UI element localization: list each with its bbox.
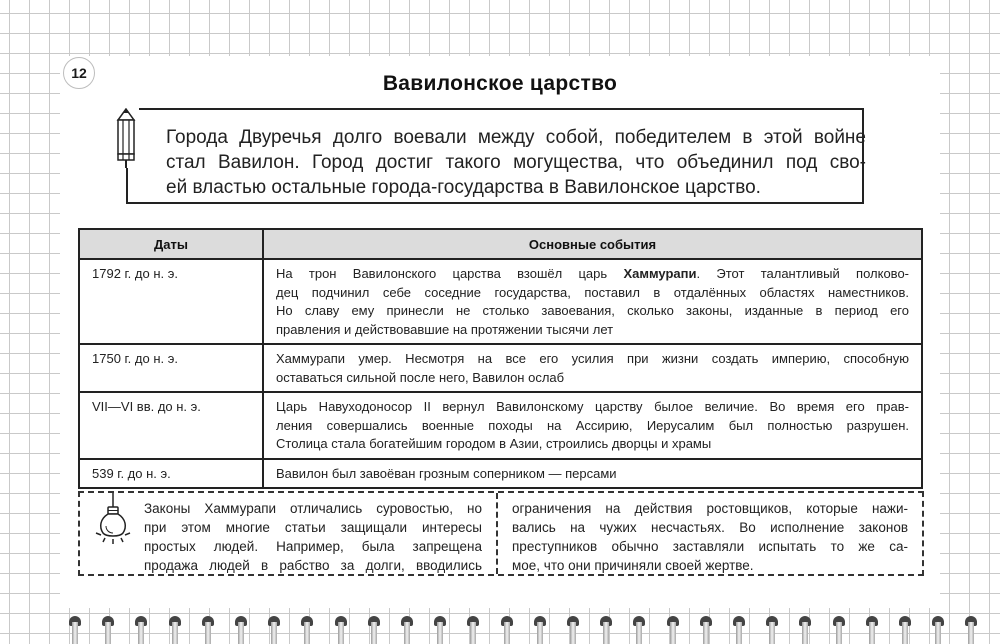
spiral-ring-icon bbox=[367, 610, 381, 644]
spiral-ring-icon bbox=[168, 610, 182, 644]
page-title: Вавилонское царство bbox=[382, 72, 618, 95]
spiral-ring-icon bbox=[832, 610, 846, 644]
intro-line: ей властью остальные города-государства в Вавилонское царство. bbox=[166, 177, 761, 198]
page-number: 12 bbox=[63, 57, 95, 89]
event-line: Царь Навуходоносор II вернул Вавилонскому царству былое величие. Во время его прав- bbox=[276, 399, 909, 414]
spiral-ring-icon bbox=[666, 610, 680, 644]
note-line: простых людей. Например, была запрещена bbox=[144, 539, 482, 554]
event-line: правления и действовавшие на протяжении тысячи лет bbox=[276, 321, 614, 337]
spiral-ring-icon bbox=[101, 610, 115, 644]
note-line: при этом многие статьи защищали интересы bbox=[144, 520, 482, 535]
table-row bbox=[79, 392, 922, 459]
table-row bbox=[79, 259, 922, 344]
spiral-ring-icon bbox=[699, 610, 713, 644]
event-line bbox=[276, 265, 909, 284]
spiral-ring-icon bbox=[964, 610, 978, 644]
column-header-dates: Даты bbox=[79, 229, 263, 259]
table-header-row bbox=[79, 229, 922, 259]
spiral-ring-icon bbox=[599, 610, 613, 644]
event-cell bbox=[263, 259, 922, 344]
lightbulb-icon bbox=[90, 493, 136, 557]
fact-note-box bbox=[78, 491, 924, 576]
spiral-ring-icon bbox=[632, 610, 646, 644]
spiral-ring-icon bbox=[68, 610, 82, 644]
event-line: ления совершались военные походы на Ассирию, Иерусалим был полностью разрушен. bbox=[276, 417, 909, 433]
event-highlight-name: Хаммурапи bbox=[623, 266, 697, 281]
date-cell: 1750 г. до н. э. bbox=[79, 344, 263, 392]
event-cell bbox=[263, 459, 922, 489]
note-line: ограничения на действия ростовщиков, которые нажи- bbox=[512, 501, 908, 516]
spiral-ring-icon bbox=[765, 610, 779, 644]
spiral-ring-icon bbox=[500, 610, 514, 644]
note-divider bbox=[496, 493, 498, 574]
note-line: продажа людей в рабство за долги, вводились bbox=[144, 558, 482, 573]
spiral-ring-icon bbox=[732, 610, 746, 644]
spiral-ring-icon bbox=[234, 610, 248, 644]
spiral-ring-icon bbox=[433, 610, 447, 644]
spiral-ring-icon bbox=[898, 610, 912, 644]
event-cell bbox=[263, 392, 922, 459]
events-table bbox=[78, 228, 923, 489]
table-row bbox=[79, 344, 922, 392]
intro-text bbox=[166, 125, 866, 200]
spiral-ring-icon bbox=[865, 610, 879, 644]
spiral-ring-icon bbox=[300, 610, 314, 644]
note-line: вались на чужих несчастьях. Во исполнение законов bbox=[512, 520, 908, 535]
spiral-ring-icon bbox=[798, 610, 812, 644]
note-left-column bbox=[144, 499, 482, 575]
intro-line: стал Вавилон. Город достиг такого могущества, что объединил под сво- bbox=[166, 152, 866, 173]
column-header-events: Основные события bbox=[263, 229, 922, 259]
event-line: Вавилон был завоёван грозным соперником — персами bbox=[276, 465, 617, 481]
pencil-icon bbox=[113, 108, 139, 168]
note-line: Законы Хаммурапи отличались суровостью, но bbox=[144, 501, 482, 516]
event-text: . Этот талантливый полково- bbox=[696, 266, 909, 281]
date-cell: 539 г. до н. э. bbox=[79, 459, 263, 489]
event-line: Столица стала богатейшим городом в Азии, строились дворцы и храмы bbox=[276, 436, 712, 451]
event-line: Хаммурапи умер. Несмотря на все его усилия при жизни создать империю, способную bbox=[276, 351, 909, 366]
date-cell: 1792 г. до н. э. bbox=[79, 259, 263, 344]
spiral-ring-icon bbox=[466, 610, 480, 644]
event-line: оставаться сильной после него, Вавилон ослаб bbox=[276, 369, 565, 385]
event-line: дец подчинил себе соседние государства, поставил в отдалённых областях наместников. bbox=[276, 284, 909, 300]
event-line: Но славу ему принесли не столько завоевания, сколько законы, изданные в период его bbox=[276, 303, 909, 318]
note-line: мое, что они причиняли своей жертве. bbox=[512, 558, 754, 573]
event-text: На трон Вавилонского царства взошёл царь bbox=[276, 266, 624, 281]
spiral-ring-icon bbox=[400, 610, 414, 644]
note-right-column bbox=[512, 499, 908, 575]
spiral-ring-icon bbox=[201, 610, 215, 644]
spiral-ring-icon bbox=[533, 610, 547, 644]
intro-line: Города Двуречья долго воевали между собой, победителем в этой войне bbox=[166, 127, 866, 148]
event-cell bbox=[263, 344, 922, 392]
spiral-ring-icon bbox=[334, 610, 348, 644]
spiral-ring-icon bbox=[931, 610, 945, 644]
spiral-ring-icon bbox=[267, 610, 281, 644]
note-line: преступников обычно заставляли испытать то же са- bbox=[512, 539, 908, 554]
intro-box bbox=[126, 108, 864, 204]
spiral-ring-icon bbox=[134, 610, 148, 644]
table-row bbox=[79, 459, 922, 489]
spiral-binding bbox=[0, 610, 1000, 644]
spiral-ring-icon bbox=[566, 610, 580, 644]
date-cell: VII—VI вв. до н. э. bbox=[79, 392, 263, 459]
